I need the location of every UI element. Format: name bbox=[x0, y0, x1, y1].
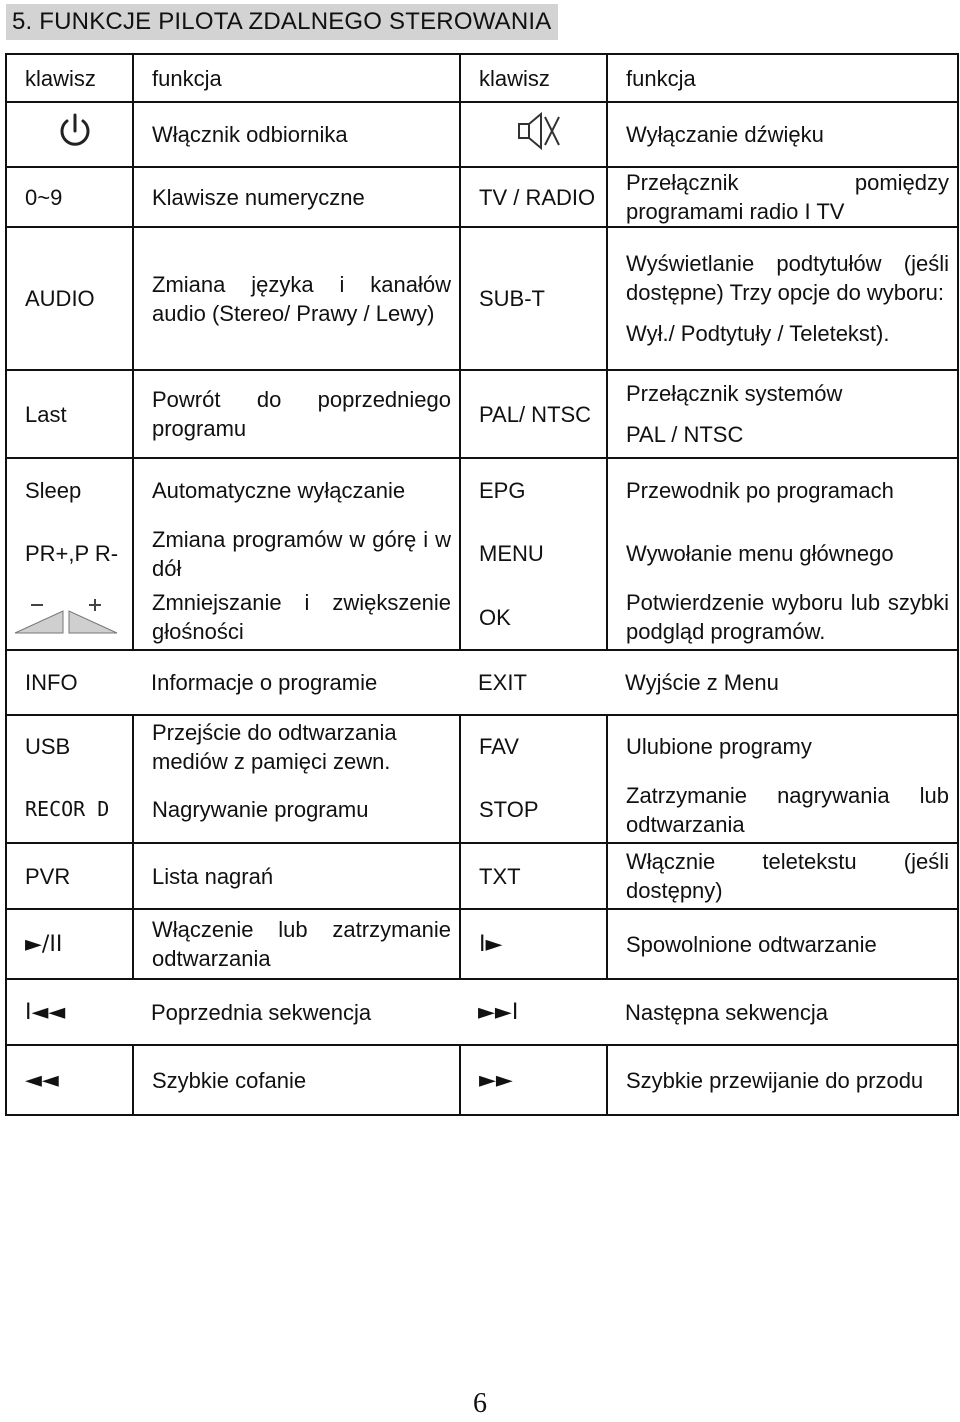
table-cell: Przewodnik po programach bbox=[607, 458, 958, 522]
power-key-cell bbox=[6, 102, 133, 167]
table-cell: Zmiana programów w górę i w dół bbox=[133, 522, 460, 585]
table-cell: Następna sekwencja bbox=[607, 979, 958, 1045]
table-cell: ◄◄ bbox=[6, 1045, 133, 1115]
table-row bbox=[6, 979, 958, 1045]
table-row bbox=[6, 715, 958, 777]
table-cell bbox=[607, 370, 958, 458]
table-cell: Lista nagrań bbox=[133, 843, 460, 909]
table-cell: SUB-T bbox=[460, 227, 607, 370]
remote-functions-table bbox=[5, 53, 959, 1116]
table-row bbox=[6, 777, 958, 843]
table-cell: Włączenie lub zatrzymanie odtwarzania bbox=[133, 909, 460, 979]
table-cell: Zmiana języka i kanałów audio (Stereo/ Prawy / Lewy) bbox=[133, 227, 460, 370]
table-cell: Sleep bbox=[6, 458, 133, 522]
volume-down-up-icon bbox=[13, 597, 119, 637]
cell-line: Wyświetlanie podtytułów (jeśli dostępne) Trzy opcje do wyboru: bbox=[626, 251, 949, 305]
table-cell: RECOR D bbox=[6, 777, 133, 843]
table-cell: I► bbox=[460, 909, 607, 979]
table-row bbox=[6, 909, 958, 979]
table-cell: PVR bbox=[6, 843, 133, 909]
table-cell: MENU bbox=[460, 522, 607, 585]
header-key-1: klawisz bbox=[6, 54, 133, 102]
table-cell: ►►I bbox=[460, 979, 607, 1045]
table-cell: ►► bbox=[460, 1045, 607, 1115]
table-row bbox=[6, 370, 958, 458]
table-row bbox=[6, 650, 958, 715]
header-key-2: klawisz bbox=[460, 54, 607, 102]
table-row bbox=[6, 522, 958, 585]
page-number: 6 bbox=[473, 1388, 487, 1419]
table-cell: I◄◄ bbox=[6, 979, 133, 1045]
table-cell: STOP bbox=[460, 777, 607, 843]
table-cell: Potwierdzenie wyboru lub szybki podgląd programów. bbox=[607, 585, 958, 650]
table-cell: Szybkie cofanie bbox=[133, 1045, 460, 1115]
table-cell: Informacje o programie bbox=[133, 650, 460, 715]
table-cell: USB bbox=[6, 715, 133, 777]
mute-icon bbox=[513, 107, 565, 155]
table-row bbox=[6, 843, 958, 909]
table-cell: Spowolnione odtwarzanie bbox=[607, 909, 958, 979]
table-cell: Nagrywanie programu bbox=[133, 777, 460, 843]
power-icon bbox=[55, 111, 95, 151]
volume-key-cell bbox=[6, 585, 133, 650]
table-cell: 0~9 bbox=[6, 167, 133, 227]
table-cell: PAL/ NTSC bbox=[460, 370, 607, 458]
table-cell: Przełącznik pomiędzy programami radio I TV bbox=[607, 167, 958, 227]
table-cell: Klawisze numeryczne bbox=[133, 167, 460, 227]
table-row bbox=[6, 167, 958, 227]
cell-line: PAL / NTSC bbox=[626, 422, 744, 447]
table-cell: Ulubione programy bbox=[607, 715, 958, 777]
table-cell: Wywołanie menu głównego bbox=[607, 522, 958, 585]
table-cell: Automatyczne wyłączanie bbox=[133, 458, 460, 522]
table-cell: FAV bbox=[460, 715, 607, 777]
table-cell: Poprzednia sekwencja bbox=[133, 979, 460, 1045]
table-cell: ►/II bbox=[6, 909, 133, 979]
table-row bbox=[6, 102, 958, 167]
header-function-2: funkcja bbox=[607, 54, 958, 102]
table-cell: Powrót do poprzedniego programu bbox=[133, 370, 460, 458]
table-cell: Włącznik odbiornika bbox=[133, 102, 460, 167]
cell-line: Wył./ Podtytuły / Teletekst). bbox=[626, 321, 890, 346]
table-row bbox=[6, 585, 958, 650]
table-row bbox=[6, 1045, 958, 1115]
table-cell: Last bbox=[6, 370, 133, 458]
table-cell: Włącznie teletekstu (jeśli dostępny) bbox=[607, 843, 958, 909]
table-cell: Wyjście z Menu bbox=[607, 650, 958, 715]
table-header-row bbox=[6, 54, 958, 102]
table-row bbox=[6, 458, 958, 522]
table-cell bbox=[607, 227, 958, 370]
table-cell: AUDIO bbox=[6, 227, 133, 370]
table-cell: Szybkie przewijanie do przodu bbox=[607, 1045, 958, 1115]
mute-key-cell bbox=[460, 102, 607, 167]
header-function-1: funkcja bbox=[133, 54, 460, 102]
table-cell: Zatrzymanie nagrywania lub odtwarzania bbox=[607, 777, 958, 843]
cell-line: Przełącznik systemów bbox=[626, 381, 843, 406]
table-cell: INFO bbox=[6, 650, 133, 715]
table-cell: TV / RADIO bbox=[460, 167, 607, 227]
table-cell: OK bbox=[460, 585, 607, 650]
table-cell: TXT bbox=[460, 843, 607, 909]
table-row bbox=[6, 227, 958, 370]
table-cell: Zmniejszanie i zwiększenie głośności bbox=[133, 585, 460, 650]
table-cell: Wyłączanie dźwięku bbox=[607, 102, 958, 167]
table-cell: EPG bbox=[460, 458, 607, 522]
table-cell: Przejście do odtwarzania mediów z pamięci zewn. bbox=[133, 715, 460, 777]
table-cell: EXIT bbox=[460, 650, 607, 715]
table-cell: PR+,P R- bbox=[6, 522, 133, 585]
section-heading: 5. FUNKCJE PILOTA ZDALNEGO STEROWANIA bbox=[6, 4, 558, 40]
